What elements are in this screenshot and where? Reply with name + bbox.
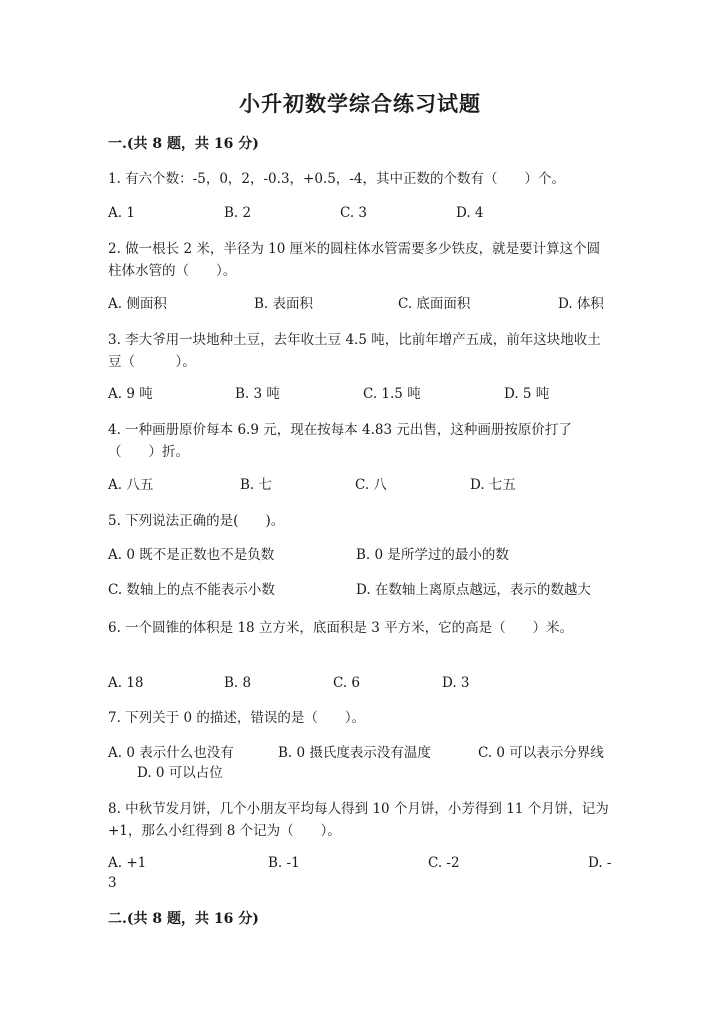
option-7c[interactable]: C. 0 可以表示分界线 bbox=[478, 745, 604, 761]
option-2d[interactable]: D. 体积 bbox=[558, 296, 604, 312]
option-7d[interactable]: D. 0 可以占位 bbox=[137, 765, 223, 781]
option-8b[interactable]: B. -1 bbox=[268, 855, 300, 871]
option-8c[interactable]: C. -2 bbox=[428, 855, 460, 871]
question-8: 8. 中秋节发月饼，几个小朋友平均每人得到 10 个月饼，小芳得到 11 个月饼，记为+1，那么小红得到 8 个记为（ ）。 bbox=[108, 801, 609, 839]
question-1: 1. 有六个数：-5，0，2，-0.3，+0.5，-4，其中正数的个数有（ ）个。 bbox=[108, 171, 565, 187]
section-heading-2: 二.(共 8 题，共 16 分) bbox=[108, 911, 259, 927]
option-3c[interactable]: C. 1.5 吨 bbox=[363, 386, 421, 402]
option-1b[interactable]: B. 2 bbox=[224, 205, 252, 221]
question-5: 5. 下列说法正确的是( )。 bbox=[108, 513, 285, 529]
option-6d[interactable]: D. 3 bbox=[442, 675, 470, 691]
question-2: 2. 做一根长 2 米，半径为 10 厘米的圆柱体水管需要多少铁皮，就是要计算这个圆柱体水管的（ ）。 bbox=[108, 241, 601, 279]
option-7a[interactable]: A. 0 表示什么也没有 bbox=[108, 745, 234, 761]
option-4d[interactable]: D. 七五 bbox=[470, 477, 516, 493]
option-6a[interactable]: A. 18 bbox=[108, 675, 144, 691]
option-3b[interactable]: B. 3 吨 bbox=[235, 386, 280, 402]
option-3a[interactable]: A. 9 吨 bbox=[108, 386, 153, 402]
option-1a[interactable]: A. 1 bbox=[108, 205, 135, 221]
option-1d[interactable]: D. 4 bbox=[456, 205, 484, 221]
option-6b[interactable]: B. 8 bbox=[224, 675, 252, 691]
question-4: 4. 一种画册原价每本 6.9 元，现在按每本 4.83 元出售，这种画册按原价打了（ ）折。 bbox=[108, 422, 572, 460]
question-3: 3. 李大爷用一块地种土豆，去年收土豆 4.5 吨，比前年增产五成，前年这块地收土豆（ ）。 bbox=[108, 332, 601, 370]
option-2b[interactable]: B. 表面积 bbox=[254, 296, 314, 312]
option-8d[interactable]: D. - bbox=[588, 855, 612, 871]
option-8d-continued: 3 bbox=[108, 875, 117, 891]
option-5a[interactable]: A. 0 既不是正数也不是负数 bbox=[108, 547, 275, 563]
option-7b[interactable]: B. 0 摄氏度表示没有温度 bbox=[278, 745, 431, 761]
page-title: 小升初数学综合练习试题 bbox=[239, 91, 481, 116]
option-4a[interactable]: A. 八五 bbox=[108, 477, 154, 493]
option-6c[interactable]: C. 6 bbox=[333, 675, 361, 691]
option-5c[interactable]: C. 数轴上的点不能表示小数 bbox=[108, 582, 275, 598]
option-2a[interactable]: A. 侧面积 bbox=[108, 296, 167, 312]
question-6: 6. 一个圆锥的体积是 18 立方米，底面积是 3 平方米，它的高是（ ）米。 bbox=[108, 620, 574, 636]
option-4b[interactable]: B. 七 bbox=[240, 477, 273, 493]
question-7: 7. 下列关于 0 的描述，错误的是（ ）。 bbox=[108, 710, 366, 726]
option-5b[interactable]: B. 0 是所学过的最小的数 bbox=[356, 547, 509, 563]
option-1c[interactable]: C. 3 bbox=[340, 205, 368, 221]
option-2c[interactable]: C. 底面面积 bbox=[398, 296, 471, 312]
option-5d[interactable]: D. 在数轴上离原点越远，表示的数越大 bbox=[356, 582, 591, 598]
section-heading-1: 一.(共 8 题，共 16 分) bbox=[108, 136, 259, 152]
option-4c[interactable]: C. 八 bbox=[355, 477, 387, 493]
option-8a[interactable]: A. +1 bbox=[108, 855, 147, 871]
option-3d[interactable]: D. 5 吨 bbox=[504, 386, 550, 402]
